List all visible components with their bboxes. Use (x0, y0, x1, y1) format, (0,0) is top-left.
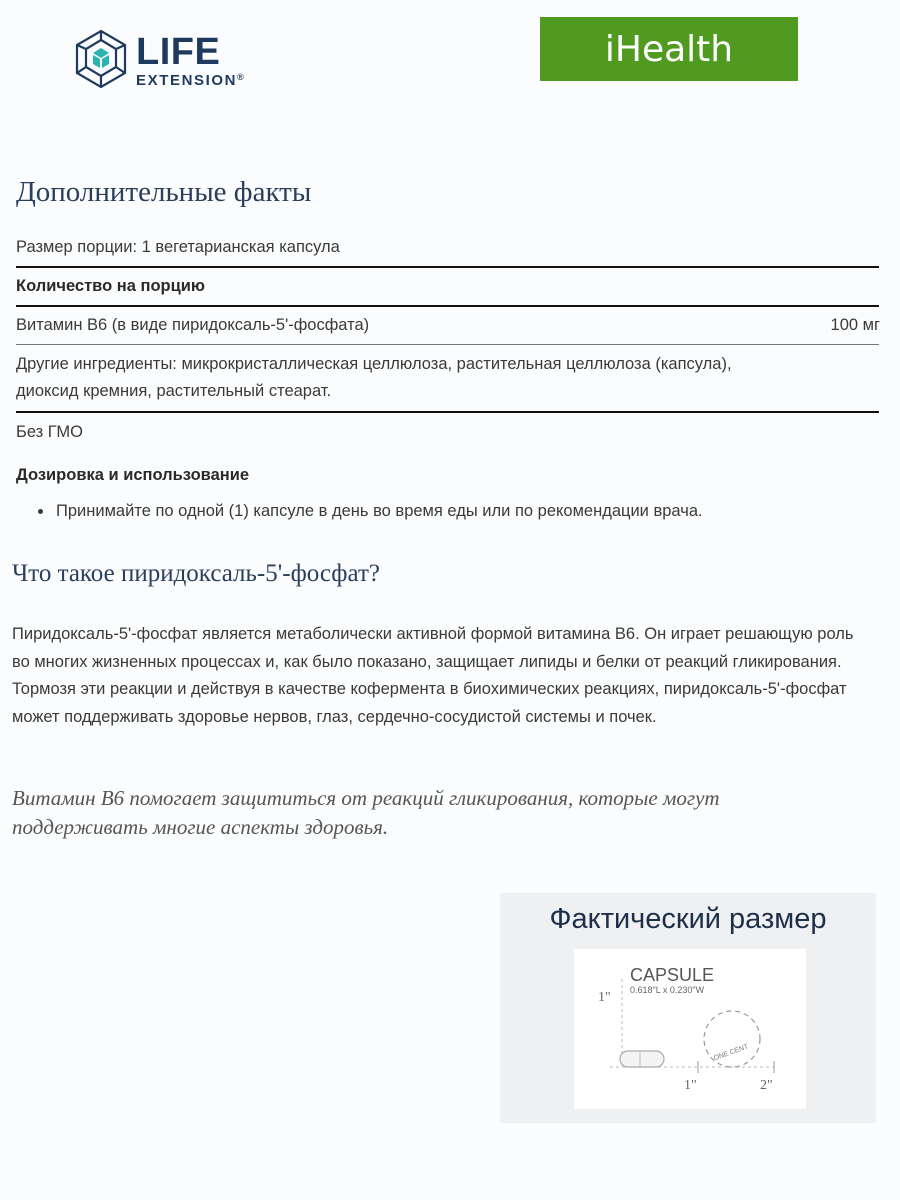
logo-text-life: LIFE (136, 30, 221, 73)
axis-label-1: 1" (684, 1078, 697, 1093)
pull-quote: Витамин B6 помогает защититься от реакций гликирования, которые могут поддерживать многие аспекты здоровья. (12, 786, 720, 839)
dosage-item: • Принимайте по одной (1) капсуле в день во время еды или по рекомендации врача. (54, 502, 703, 521)
capsule-shape (620, 1051, 664, 1067)
divider (16, 411, 879, 413)
other-ingredients-line-1: Другие ингредиенты: микрокристаллическая целлюлоза, растительная целлюлоза (капсула), (16, 355, 732, 373)
other-ingredients-line-2: диоксид кремния, растительный стеарат. (16, 382, 332, 400)
coin-outline-icon (704, 1011, 760, 1067)
logo-text-extension: EXTENSION® (136, 71, 246, 89)
amount-per-serving-header: Количество на порцию (16, 277, 205, 295)
coin-label: ONE CENT (712, 1043, 750, 1063)
divider (16, 266, 879, 268)
actual-size-panel (500, 893, 876, 1123)
actual-size-title: Фактический размер (549, 903, 827, 935)
dosage-title: Дозировка и использование (16, 466, 250, 484)
axis-label-vertical: 1" (598, 990, 611, 1005)
non-gmo-label: Без ГМО (16, 423, 83, 441)
size-diagram-svg (574, 949, 806, 1109)
nutrient-name: Витамин B6 (в виде пиридоксаль-5'-фосфата) (16, 316, 370, 334)
capsule-dimensions: 0.618"L x 0.230"W (630, 985, 705, 995)
about-paragraph: Пиридоксаль-5'-фосфат является метаболически активной формой витамина В6. Он играет решающую роль во многих жизненных процессах и, как было показано, защищает липиды и белки от реакций гликирования. Тормозя эти реакции и действуя в качестве кофермента в биохимических реакциях, пиридоксаль-5'-фосфат может поддерживать здоровье нервов, глаз, сердечно-сосудистой системы и почек. (12, 625, 854, 726)
ihealth-badge: iHealth (540, 17, 798, 81)
capsule-size-diagram (574, 949, 806, 1109)
serving-size: Размер порции: 1 вегетарианская капсула (16, 238, 340, 256)
about-title: Что такое пиридоксаль-5'-фосфат? (12, 560, 380, 587)
dosage-list (36, 502, 703, 521)
hexagon-cube-icon (72, 28, 130, 92)
axis-label-2: 2" (760, 1078, 773, 1093)
facts-title: Дополнительные факты (16, 176, 312, 208)
nutrient-amount: 100 мг (830, 316, 880, 334)
divider (16, 305, 879, 307)
divider (16, 344, 879, 345)
capsule-label: CAPSULE (630, 965, 715, 985)
life-extension-logo (72, 28, 245, 92)
